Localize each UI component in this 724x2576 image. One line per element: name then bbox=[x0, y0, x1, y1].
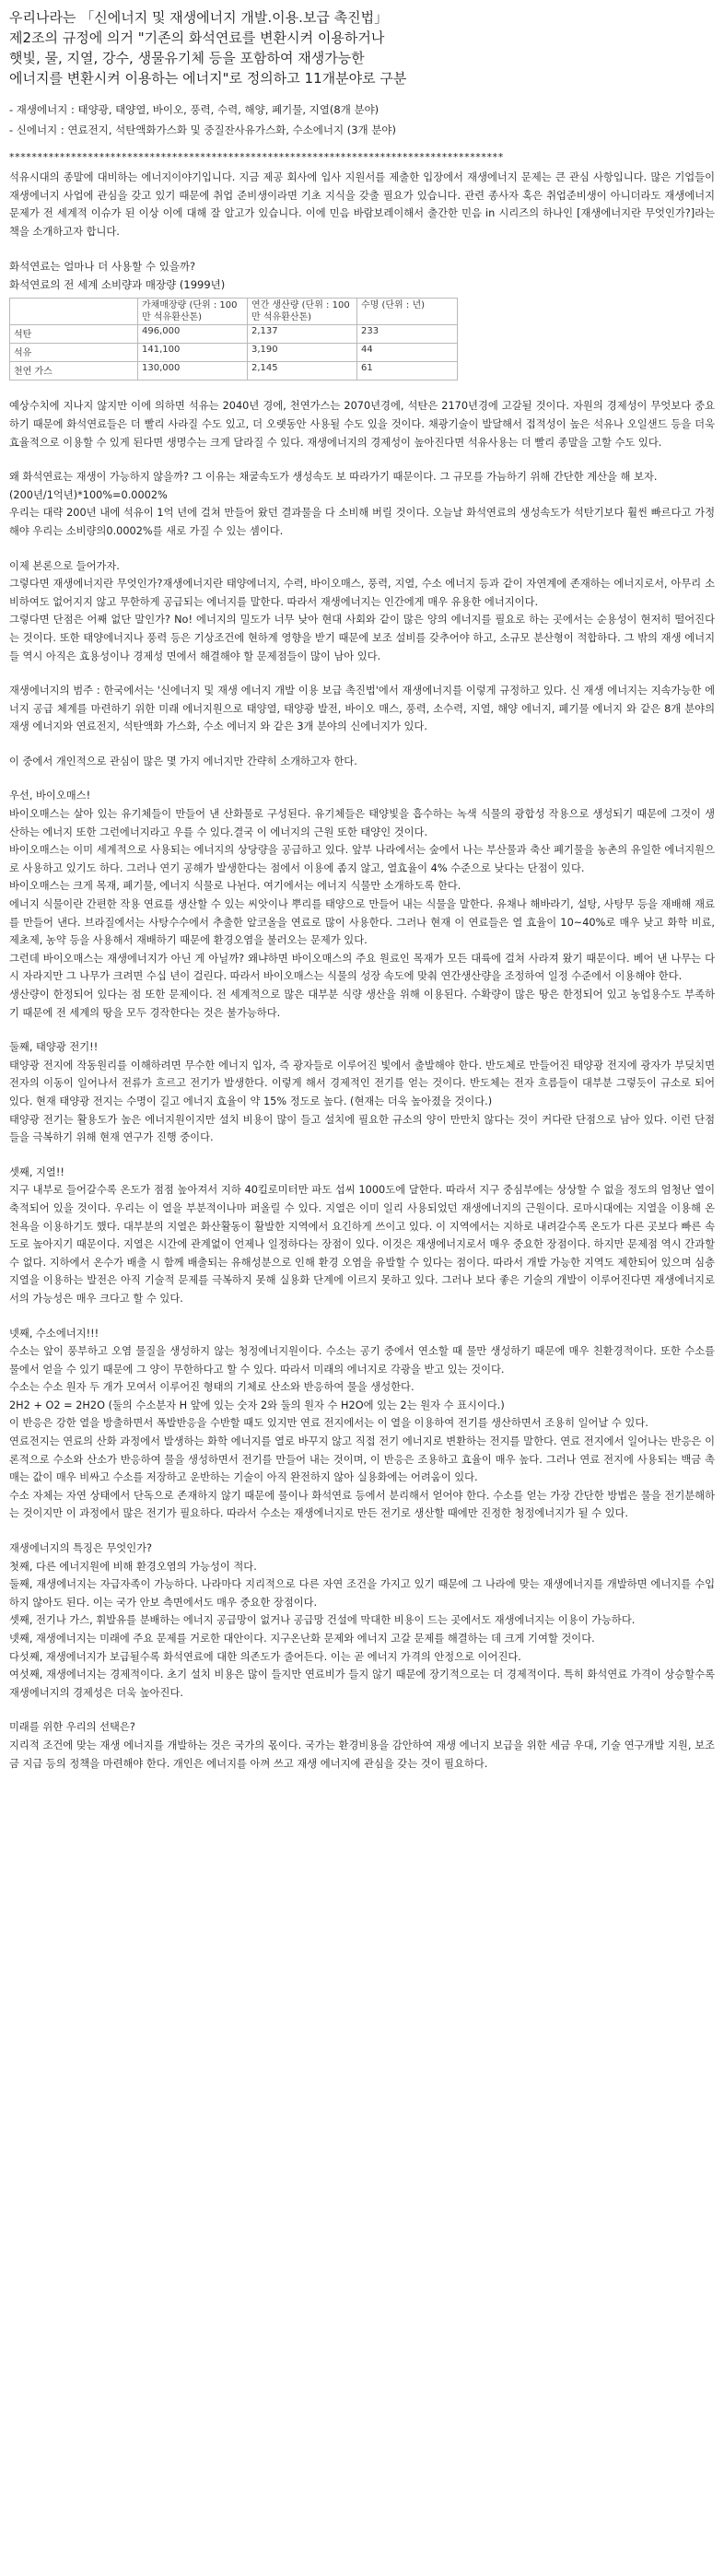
table-cell: 130,000 bbox=[138, 362, 248, 381]
table-row bbox=[10, 362, 458, 381]
energy-definitions bbox=[9, 100, 715, 140]
paragraph: 둘째, 태양광 전기!! 태양광 전지에 작동원리를 이해하려면 무수한 에너지 입자, 즉 광자들로 이루어진 빛에서 출발해야 한다. 반도체로 만들어진 태양광 전지에 광자가 부딪치면 전자의 이동이 일어나서 전류가 흐르고 전기가 발생한다. 이렇게 해서 경제적인 전기를 얻는 것이다. 반도체는 전자 흐름들이 대부분 그렇듯이 규소로 되어 있다. 현재 태양광 전지는 수명이 길고 에너지 효율이 약 15% 정도로 높다. (현재는 더욱 높아졌을 것이다.) 태양광 전기는 활용도가 높은 에너지원이지만 설치 비용이 많이 들고 설치에 필요한 규소의 양이 만만치 않다는 것이 커다란 단점으로 남아 있다. 이런 단점들을 극복하기 위해 현재 연구가 진행 중이다. bbox=[9, 1041, 715, 1144]
intro-title-line: 제2조의 규정에 의거 "기존의 화석연료를 변환시켜 이용하거나 bbox=[9, 29, 385, 46]
paragraph: 우리는 대략 200년 내에 석유이 1억 년에 걸쳐 만들어 왔던 결과물을 다 소비해 버릴 것이다. 오늘날 화석연료의 생성속도가 석탄기보다 훨씬 빠르다고 가정해야 우리는 소비량의0.0002%를 새로 가질 수 있는 셈이다. bbox=[9, 507, 715, 537]
table-header-cell: 가채매장량 (단위 : 100만 석유환산톤) bbox=[138, 299, 248, 325]
paragraph: 미래를 위한 우리의 선택은? 지리적 조건에 맞는 재생 에너지를 개발하는 것은 국가의 몫이다. 국가는 환경비용을 감안하여 재생 에너지 보급을 위한 세금 우대, 기술 연구개발 지원, 보조금 지급 등의 정책을 마련해야 한다. 개인은 에너지를 아껴 쓰고 재생 에너지에 관심을 갖는 것이 필요하다. bbox=[9, 1721, 715, 1770]
paragraph: 우선, 바이오매스! 바이오매스는 살아 있는 유기체들이 만들어 낸 산화물로 구성된다. 유기체들은 태양빛을 흡수하는 녹색 식물의 광합성 작용으로 생성되기 때문에 그것이 생산하는 에너지 또한 그런에너지라고 우를 수 있다.결국 이 에너지의 근원 또한 태양인 것이다. 바이오매스는 이미 세계적으로 사용되는 에너지의 상당량을 공급하고 있다. 앞부 나라에서는 숲에서 나는 부산물과 축산 폐기물을 농촌의 유일한 에너지원으로 사용하고 있기도 하다. 그러나 연기 공해가 발생한다는 점에서 이용에 좀지 않고, 열효율이 4% 수준으로 낮다는 단점이 있다. 바이오매스는 크게 목재, 폐기물, 에너지 식물로 나뉜다. 여기에서는 에너지 식물만 소개하도록 한다. 에너지 식물이란 간편한 작용 연료를 생산할 수 있는 씨앗이나 뿌리를 태양으로 만들어 내는 식물을 말한다. 유채나 해바라기, 설탕, 사탕무 등을 재배해 재료를 만들어 낸다. 브라질에서는 사탕수수에서 추출한 알코올을 연료로 많이 사용한다. 그러나 현재 이 연료들은 열 효율이 10~40%로 매우 낮고 화학 비료, 제초제, 농약 등을 사용해서 재배하기 때문에 환경오염을 불러오는 문제가 있다. 그런데 바이오매스는 재생에너지가 아닌 게 아닐까? 왜냐하면 바이오매스의 주요 원료인 목재가 모든 대륙에 걸쳐 사라져 왔기 때문이다. 베어 낸 나무는 다시 자라지만 그 나무가 크려면 수십 년이 걸린다. 따라서 바이오매스는 식물의 성장 속도에 맞춰 연간생산량을 조정하여 일정 수준에서 이용해야 한다. 생산량이 한정되어 있다는 점 또한 문제이다. 전 세계적으로 많은 대부분 식량 생산을 위해 이용된다. 수확량이 많은 땅은 한정되어 있고 농업용수도 부족하기 때문에 전 세계의 땅을 모두 경작한다는 것은 불가능하다. bbox=[9, 790, 715, 1019]
table-cell: 496,000 bbox=[138, 325, 248, 344]
table-cell: 석탄 bbox=[10, 325, 138, 344]
table-header-cell bbox=[10, 299, 138, 325]
section-fossil-table bbox=[9, 257, 715, 381]
intro-title-line: 햇빛, 물, 지열, 강수, 생물유기체 등을 포함하여 재생가능한 bbox=[9, 50, 365, 66]
question-heading: 화석연료는 얼마나 더 사용할 수 있을까? bbox=[9, 260, 196, 274]
table-cell: 61 bbox=[357, 362, 458, 381]
paragraph: 넷째, 수소에너지!!! 수소는 앞이 풍부하고 오염 물질을 생성하지 않는 청정에너지원이다. 수소는 공기 중에서 연소할 때 물만 생성하기 때문에 매우 친환경적이다. 또한 수소를 물에서 얻을 수 있기 때문에 그 양이 무한하다고 할 수 있다. 따라서 미래의 에너지로 각광을 받고 있는 것이다. 수소는 수소 원자 두 개가 모여서 이루어진 형태의 기체로 산소와 반응하여 물을 생성한다. 2H2 + O2 = 2H2O (둘의 수소분자 H 앞에 있는 숫자 2와 둘의 원자 수 H2O에 있는 2는 원자 수 표시이다.) 이 반응은 강한 열을 방출하면서 폭발반응을 수반할 때도 있지만 연료 전지에서는 이 열을 이용하여 전기를 생산하면서 조용히 일어날 수 있다. 연료전지는 연료의 산화 과정에서 발생하는 화학 에너지를 열로 바꾸지 않고 직접 전기 에너지로 변환하는 전지를 말한다. 연료 전지에서 일어나는 반응은 이론적으로 수소와 산소가 반응하여 물을 생성하면서 전기를 만들어 내는 것이며, 이 반응은 조용하고 효율이 매우 높다. 그러나 연료 전지에 사용되는 백금 촉매는 값이 매우 비싸고 수소를 저장하고 운반하는 기술이 아직 완전하지 않아 실용화에는 어려움이 있다. 수소 자체는 자연 상태에서 단독으로 존재하지 않기 때문에 물이나 화석연료 등에서 분리해서 얻어야 한다. 수소를 얻는 가장 간단한 방법은 물을 전기분해하는 것이지만 이 과정에서 많은 전기가 필요하다. 따라서 수소는 재생에너지로 만든 전기로 생산할 때에만 진정한 청정에너지가 될 수 있다. bbox=[9, 1327, 716, 1520]
section-future bbox=[9, 1718, 715, 1773]
paragraph: 재생에너지의 특징은 무엇인가? 첫째, 다른 에너지원에 비해 환경오염의 가능성이 적다. 둘째, 재생에너지는 자급자족이 가능하다. 나라마다 지리적으로 다른 자연 조건을 가지고 있기 때문에 그 나라에 맞는 재생에너지를 개발하면 에너지를 수입하지 않아도 된다. 이는 국가 안보 측면에서도 매우 중요한 장점이다. 셋째, 전기나 가스, 휘발유를 분배하는 에너지 공급망이 없거나 공급망 건설에 막대한 비용이 드는 곳에서도 재생에너지는 이용이 가능하다. 넷째, 재생에너지는 미래에 주요 문제를 거로한 대안이다. 지구온난화 문제와 에너지 고갈 문제를 해결하는 데 크게 기여할 것이다. 다섯째, 재생에너지가 보급될수록 화석연료에 대한 의존도가 줄어든다. 이는 곧 에너지 가격의 안정으로 이어진다. 여섯째, 재생에너지는 경제적이다. 초기 설치 비용은 많이 들지만 연료비가 들지 않기 때문에 장기적으로는 더 경제적이다. 특히 화석연료 가격이 상승할수록 재생에너지의 경제성은 더욱 높아진다. bbox=[9, 1542, 715, 1699]
section-biomass bbox=[9, 787, 715, 1022]
table-cell: 3,190 bbox=[248, 344, 357, 362]
fossil-fuel-table bbox=[9, 298, 458, 381]
paragraph: 이 중에서 개인적으로 관심이 많은 몇 가지 에너지만 간략히 소개하고자 한다. bbox=[9, 755, 357, 767]
formula: (200년/1억년)*100%=0.0002% bbox=[9, 488, 168, 501]
paragraph: 예상수치에 지나지 않지만 이에 의하면 석유는 2040년 경에, 천연가스는 2070년경에, 석탄은 2170년경에 고갈될 것이다. 자원의 경제성이 무엇보다 중요하기 때문에 화석연료들은 더 빨리 사라질 수도 있고, 더 오랫동안 사용될 수도 있을 것이다. 채광기술이 발달해서 접적성이 높은 석유나 오일샌드 등을 더욱 효율적으로 이용할 수 있게 된다면 생명수는 크게 달라질 수 있다. 재생에너지의 경제성이 높아진다면 석유사용는 더 빨리 종말을 고할 수도 있다. bbox=[9, 400, 715, 449]
table-cell: 44 bbox=[357, 344, 458, 362]
section-features bbox=[9, 1540, 715, 1702]
table-caption: 화석연료의 전 세계 소비량과 매장량 (1999년) bbox=[9, 278, 226, 292]
table-header-row bbox=[10, 299, 458, 325]
table-cell: 141,100 bbox=[138, 344, 248, 362]
table-cell: 천연 가스 bbox=[10, 362, 138, 381]
table-row bbox=[10, 344, 458, 362]
paragraph: 석유시대의 종말에 대비하는 에너지이야기입니다. 지금 제공 회사에 입사 지원서를 제출한 입장에서 재생에너지 문제는 큰 관심 사항입니다. 많은 기업들이 재생에너지 사업에 관심을 갖고 있기 때문에 취업 준비생이라면 기초 지식을 갖출 필요가 있습니다. 관련 종사자 혹은 취업준비생이 아니더라도 재생에너지 문제가 전 세계적 이슈가 된 이상 이에 대해 잘 알고가 있습니다. 이에 민음 바람보레이해서 출간한 민음 in 시리즈의 하나인 [재생에너지란 무엇인가?]라는 책을 소개하고자 합니다. bbox=[9, 171, 715, 238]
table-cell: 2,145 bbox=[248, 362, 357, 381]
section-main bbox=[9, 557, 715, 666]
section-hydrogen bbox=[9, 1325, 715, 1524]
divider: **************************************************************************************** bbox=[9, 151, 504, 163]
section-intro bbox=[9, 169, 715, 240]
table-cell: 2,137 bbox=[248, 325, 357, 344]
definition-new: - 신에너지 : 연료전지, 석탄액화가스화 및 중질잔사유가스화, 수소에너지 (3개 분야) bbox=[9, 123, 397, 136]
section-depletion bbox=[9, 397, 715, 451]
intro-title bbox=[9, 7, 715, 88]
section-categories bbox=[9, 682, 715, 736]
table-cell: 석유 bbox=[10, 344, 138, 362]
table-row bbox=[10, 325, 458, 344]
definition-renewable: - 재생에너지 : 태양광, 태양열, 바이오, 풍력, 수력, 해양, 폐기물, 지열(8개 분야) bbox=[9, 103, 380, 116]
intro-title-line: 우리나라는 「신에너지 및 재생에너지 개발.이용.보급 촉진법」 bbox=[9, 9, 389, 26]
paragraph: 이제 본론으로 들어가자. 그렇다면 재생에너지란 무엇인가?재생에너지란 태양에너지, 수력, 바이오매스, 풍력, 지열, 수소 에너지 등과 같이 자연계에 존재하는 에너지로서, 아무리 소비하여도 없어지지 않고 무한하게 공급되는 에너지를 말한다. 따라서 재생에너지는 인간에게 매우 유용한 에너지이다. 그렇다면 단점은 어째 없단 말인가? No! 에너지의 밀도가 너무 낮아 현대 사회와 같이 많은 양의 에너지를 필요로 하는 곳에서는 순용성이 현저히 떨어진다는 것이다. 또한 태양에너지나 풍력 등은 기상조건에 현하계 영향을 받기 때문에 보조 설비를 갖추어야 하고, 소규모 분산형이 적합하다. 그 밖의 재생 에너지들 역시 아직은 효용성이나 경제성 면에서 해결해야 할 문제점들이 많이 남아 있다. bbox=[9, 559, 715, 662]
table-header-cell: 수명 (단위 : 년) bbox=[357, 299, 458, 325]
table-header-cell: 연간 생산량 (단위 : 100만 석유환산톤) bbox=[248, 299, 357, 325]
intro-title-line: 에너지를 변환시켜 이용하는 에너지"로 정의하고 11개분야로 구분 bbox=[9, 70, 407, 87]
section-geothermal bbox=[9, 1164, 715, 1308]
section-solar bbox=[9, 1038, 715, 1147]
section-renewability bbox=[9, 468, 715, 540]
paragraph: 재생에너지의 범주 : 한국에서는 '신에너지 및 재생 에너지 개발 이용 보급 촉진법'에서 재생에너지를 이렇게 규정하고 있다. 신 재생 에너지는 지속가능한 에너지 공급 체계를 마련하기 위한 미래 에너지원으로 태양열, 태양광 발전, 바이오 매스, 풍력, 소수력, 지열, 해양 에너지, 폐기물 에너지 와 같은 8개 분야의 재생 에너지와 연료전지, 석탄액화 가스화, 수소 에너지 와 같은 3개 분야의 신에너지가 있다. bbox=[9, 685, 715, 733]
paragraph: 왜 화석연료는 재생이 가능하지 않을까? 그 이유는 채굴속도가 생성속도 보 따라가기 때문이다. 그 규모를 가늠하기 위해 간단한 계산을 해 보자. bbox=[9, 471, 658, 484]
section-selection bbox=[9, 753, 715, 771]
paragraph: 셋째, 지열!! 지구 내부로 들어갈수록 온도가 점점 높아져서 지하 40킬로미터만 파도 섭씨 1000도에 달한다. 따라서 지구 중심부에는 상상할 수 없을 정도의 엄청난 열이 축적되어 있을 것이다. 우리는 이 열을 부분적이나마 퍼올릴 수 있다. 지열은 이미 일리 사용되었던 재생에너지의 근원이다. 로마시대에는 지열을 이용해 온천욕을 이용하기도 했다. 대부분의 지열은 화산활동이 활발한 지역에서 요긴하게 쓰이고 있다. 이 지역에서는 지하로 내려갈수록 온도가 다른 곳보다 빠른 속도로 높아지기 때문이다. 지열은 시간에 관계없이 언제나 일정하다는 장점이 있다. 이것은 재생에너지로서 매우 중요한 장점이다. 하지만 문제점 역시 간과할 수 없다. 지하에서 온수가 배출 시 함께 배출되는 유해성분으로 인해 환경 오염을 유발할 수 있다는 점이다. 따라서 개발 가능한 지역도 제한되어 있으며 심층 지열을 이용하는 발전은 아직 기술적 문제를 극복하지 못해 실용화 단계에 이르지 못하고 있다. 그러나 보다 좋은 기술의 개발이 이루어진다면 재생에너지로서의 가능성은 매우 크다고 할 수 있다. bbox=[9, 1165, 716, 1305]
table-cell: 233 bbox=[357, 325, 458, 344]
